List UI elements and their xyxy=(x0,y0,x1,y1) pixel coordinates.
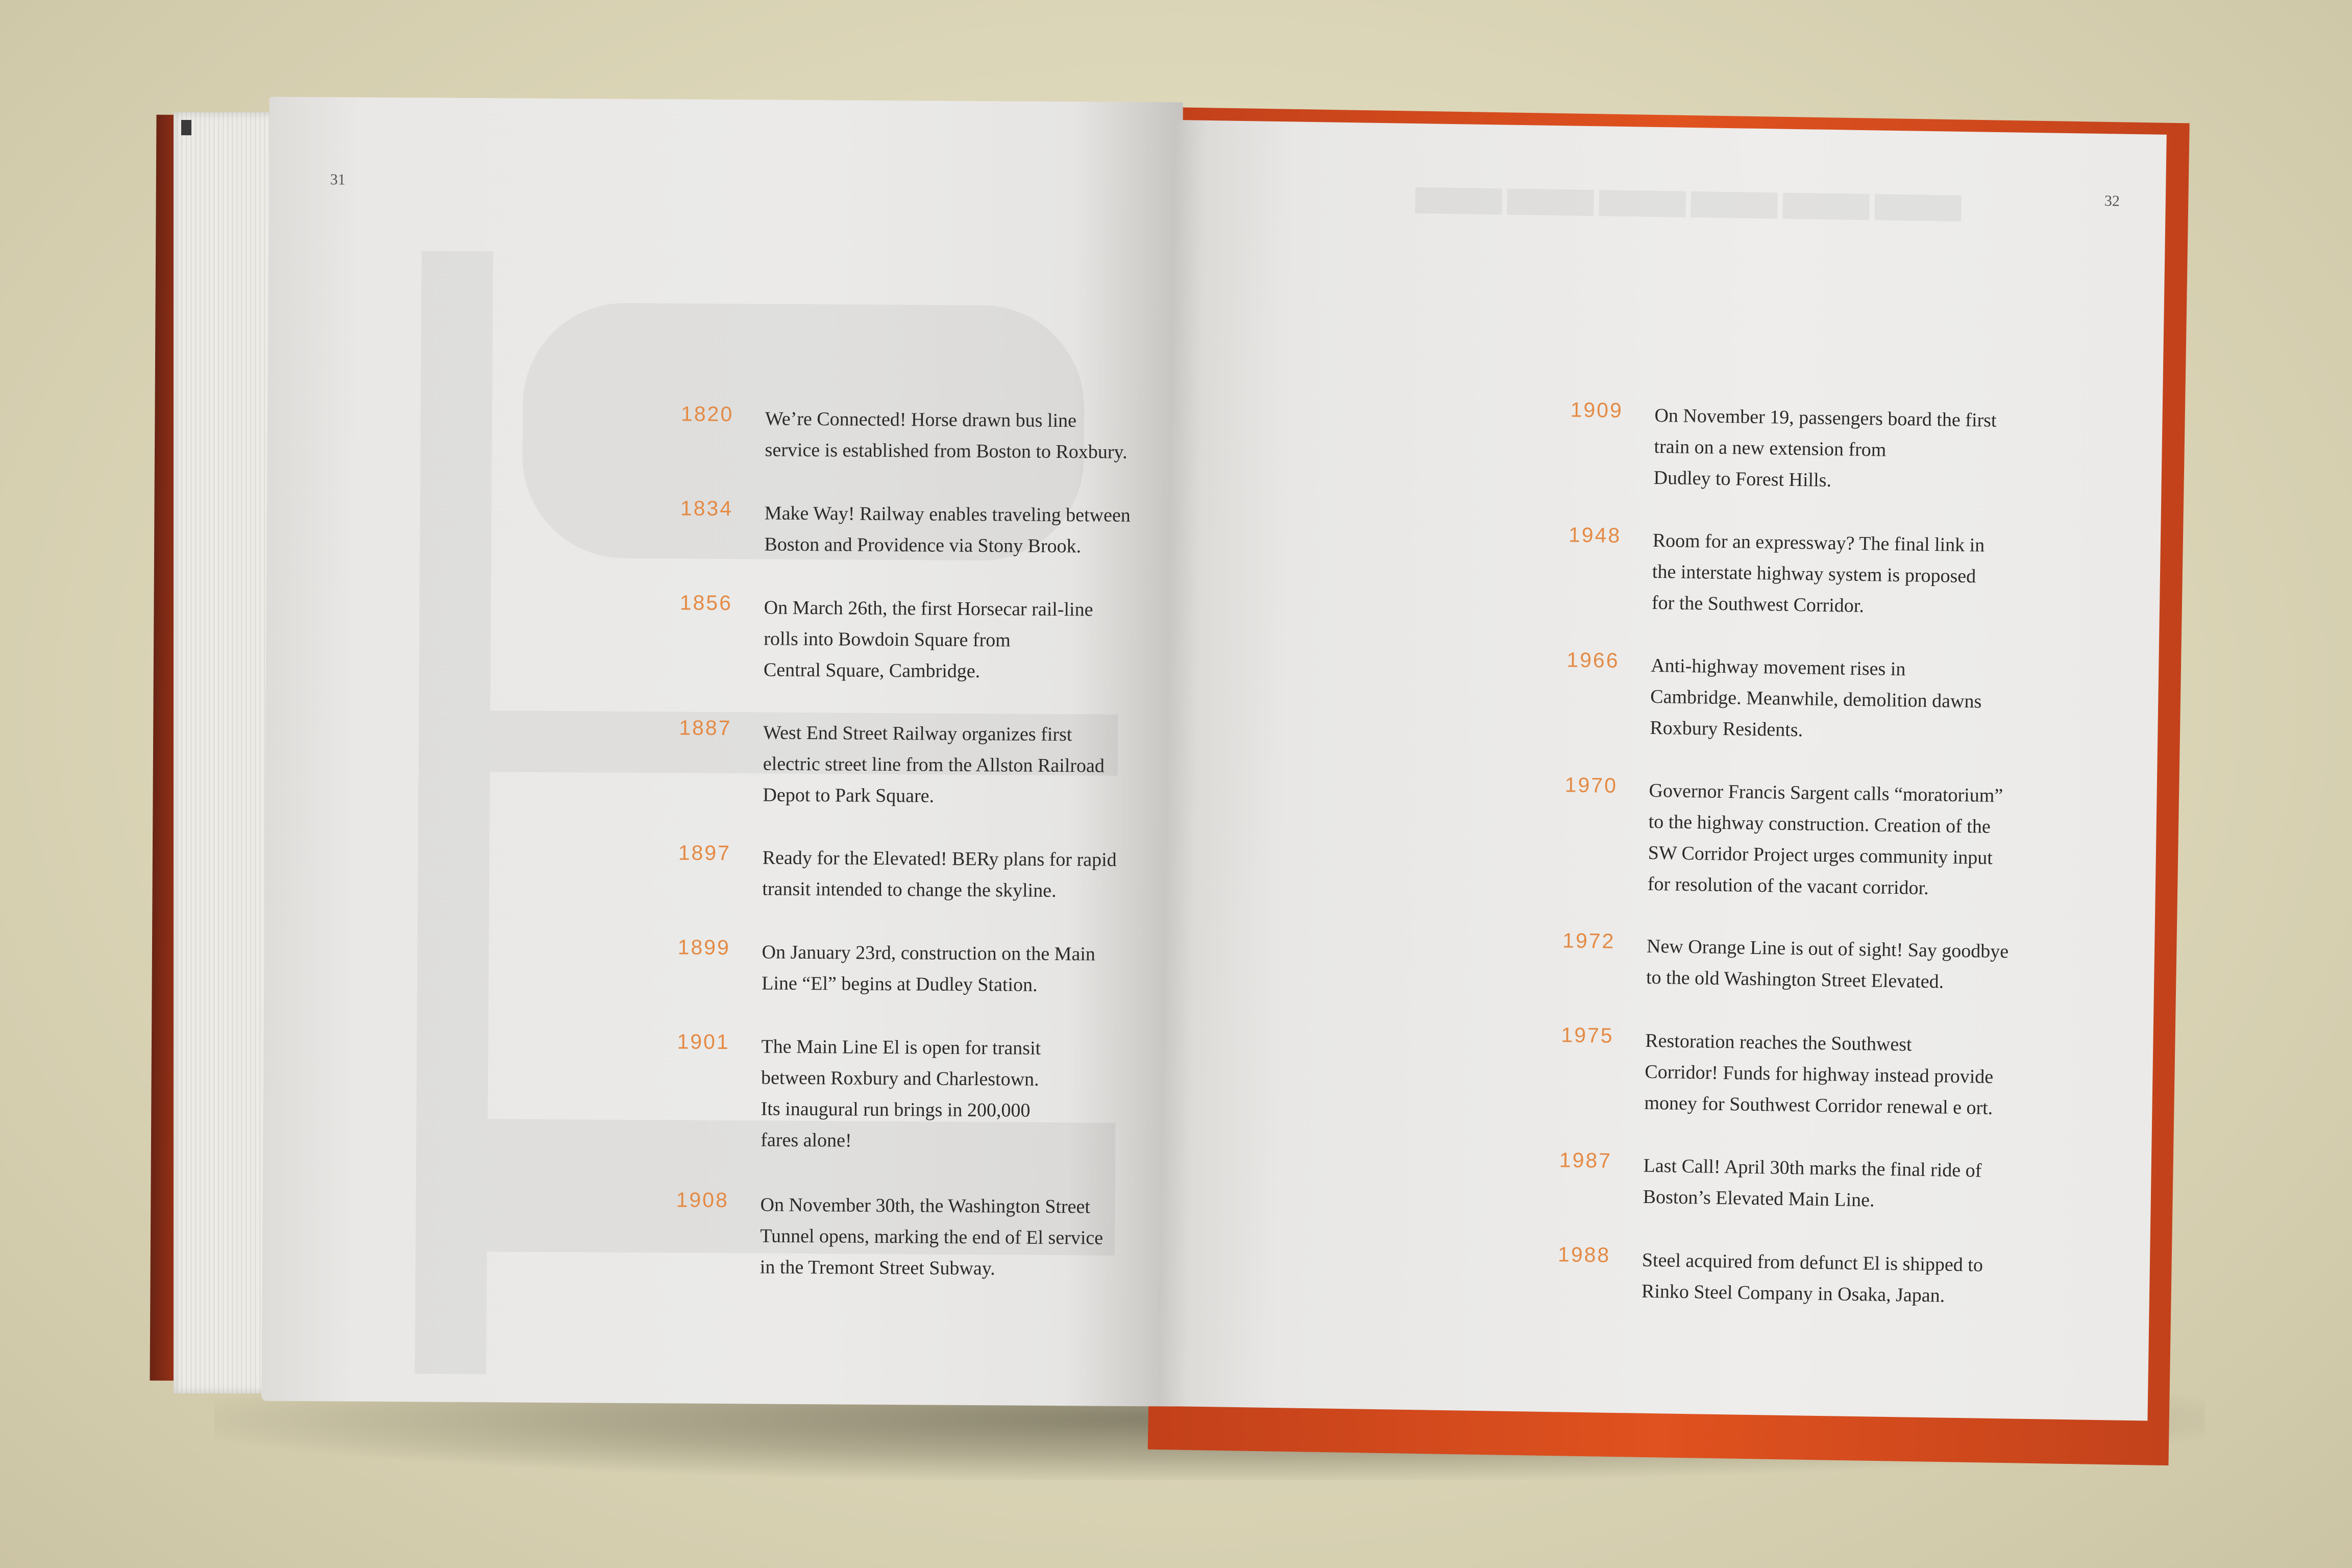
entry-description xyxy=(764,498,1153,562)
entry-year: 1908 xyxy=(676,1188,729,1212)
page-number-right: 32 xyxy=(2104,192,2120,210)
description-line: On January 23rd, construction on the Main xyxy=(762,941,1095,965)
entry-description xyxy=(1647,775,2037,905)
description-line: to the old Washington Street Elevated. xyxy=(1646,966,1944,993)
description-line: Ready for the Elevated! BERy plans for rapid xyxy=(762,847,1117,871)
description-line: Anti-highway movement rises in xyxy=(1650,654,1906,680)
description-line: for the Southwest Corridor. xyxy=(1651,592,1865,617)
description-line: Depot to Park Square. xyxy=(763,784,935,807)
description-line: electric street line from the Allston Railroad xyxy=(763,753,1105,777)
description-line: Boston and Providence via Stony Brook. xyxy=(764,533,1082,557)
description-line: West End Street Railway organizes first xyxy=(763,722,1072,746)
entry-year: 1856 xyxy=(679,591,733,615)
entry-description xyxy=(1653,400,2043,499)
entry-description xyxy=(1643,1150,2031,1218)
description-line: The Main Line El is open for transit xyxy=(761,1036,1041,1059)
entry-description xyxy=(762,842,1150,907)
description-line: money for Southwest Corridor renewal e ort. xyxy=(1644,1092,1993,1119)
entry-year: 1897 xyxy=(678,841,731,865)
description-line: transit intended to change the skyline. xyxy=(762,878,1057,902)
entry-year: 1972 xyxy=(1562,928,1615,953)
entry-description xyxy=(1641,1245,2030,1313)
description-line: Cambridge. Meanwhile, demolition dawns xyxy=(1650,685,1982,713)
timeline-left xyxy=(675,403,1171,1406)
description-line: Governor Francis Sargent calls “moratorium” xyxy=(1649,779,2003,807)
description-line: Steel acquired from defunct El is shipped to xyxy=(1641,1249,1983,1276)
entry-description xyxy=(1646,931,2035,999)
description-line: service is established from Boston to Roxbury. xyxy=(765,439,1128,463)
description-line: rolls into Bowdoin Square from xyxy=(764,628,1011,651)
description-line: Restoration reaches the Southwest xyxy=(1645,1030,1912,1056)
entry-description xyxy=(1650,650,2039,749)
timeline-right xyxy=(1555,399,2081,1421)
description-line: Roxbury Residents. xyxy=(1650,717,1803,741)
description-line: On November 19, passengers board the first xyxy=(1654,404,1997,431)
description-line: Line “El” begins at Dudley Station. xyxy=(762,972,1038,996)
description-line: On November 30th, the Washington Street xyxy=(760,1194,1091,1218)
description-line: On March 26th, the first Horsecar rail-line xyxy=(764,597,1093,621)
entry-year: 1966 xyxy=(1566,648,1620,672)
entry-year: 1899 xyxy=(677,935,731,960)
description-line: Tunnel opens, marking the end of El service xyxy=(760,1225,1104,1249)
page-number-left: 31 xyxy=(330,171,346,188)
description-line: SW Corridor Project urges community input xyxy=(1648,842,1993,869)
entry-year: 1909 xyxy=(1570,398,1624,423)
entry-year: 1948 xyxy=(1568,523,1622,548)
entry-year: 1887 xyxy=(679,716,732,740)
entry-year: 1970 xyxy=(1564,773,1618,797)
description-line: Make Way! Railway enables traveling between xyxy=(764,502,1131,526)
bleed-through-title: ▬▬▬▬▬▬ xyxy=(1409,135,1963,240)
entry-description xyxy=(763,717,1151,813)
description-line: We’re Connected! Horse drawn bus line xyxy=(765,408,1077,432)
description-line: in the Tremont Street Subway. xyxy=(760,1256,995,1280)
description-line: Last Call! April 30th marks the final ride of xyxy=(1643,1155,1982,1182)
entry-year: 1901 xyxy=(677,1030,730,1054)
description-line: Central Square, Cambridge. xyxy=(763,659,981,682)
entry-description xyxy=(1652,525,2041,624)
description-line: the interstate highway system is proposed xyxy=(1652,560,1976,587)
entry-year: 1987 xyxy=(1559,1148,1612,1172)
entry-description xyxy=(762,937,1150,1001)
left-page xyxy=(261,97,1183,1407)
description-line: fares alone! xyxy=(761,1129,852,1152)
description-line: between Roxbury and Charlestown. xyxy=(761,1067,1039,1090)
description-line: Boston’s Elevated Main Line. xyxy=(1643,1186,1875,1211)
description-line: train on a new extension from xyxy=(1654,435,1886,461)
entry-description xyxy=(761,1031,1149,1158)
entry-year: 1820 xyxy=(680,402,734,426)
entry-description xyxy=(1644,1025,2033,1124)
description-line: Room for an expressway? The final link in xyxy=(1652,529,1985,556)
entry-year: 1988 xyxy=(1557,1242,1611,1267)
entry-description xyxy=(764,592,1152,688)
description-line: Corridor! Funds for highway instead provide xyxy=(1645,1061,1994,1088)
description-line: Dudley to Forest Hills. xyxy=(1653,467,1832,492)
entry-year: 1834 xyxy=(680,496,733,521)
right-page xyxy=(1158,120,2167,1421)
description-line: to the highway construction. Creation of the xyxy=(1648,811,1991,838)
description-line: New Orange Line is out of sight! Say goodbye xyxy=(1646,935,2009,963)
description-line: for resolution of the vacant corridor. xyxy=(1647,873,1929,899)
description-line: Its inaugural run brings in 200,000 xyxy=(761,1098,1031,1121)
description-line: Rinko Steel Company in Osaka, Japan. xyxy=(1641,1280,1945,1307)
entry-description xyxy=(760,1189,1148,1285)
spine-corner xyxy=(181,120,191,135)
entry-year: 1975 xyxy=(1561,1023,1614,1047)
entry-description xyxy=(765,404,1153,469)
